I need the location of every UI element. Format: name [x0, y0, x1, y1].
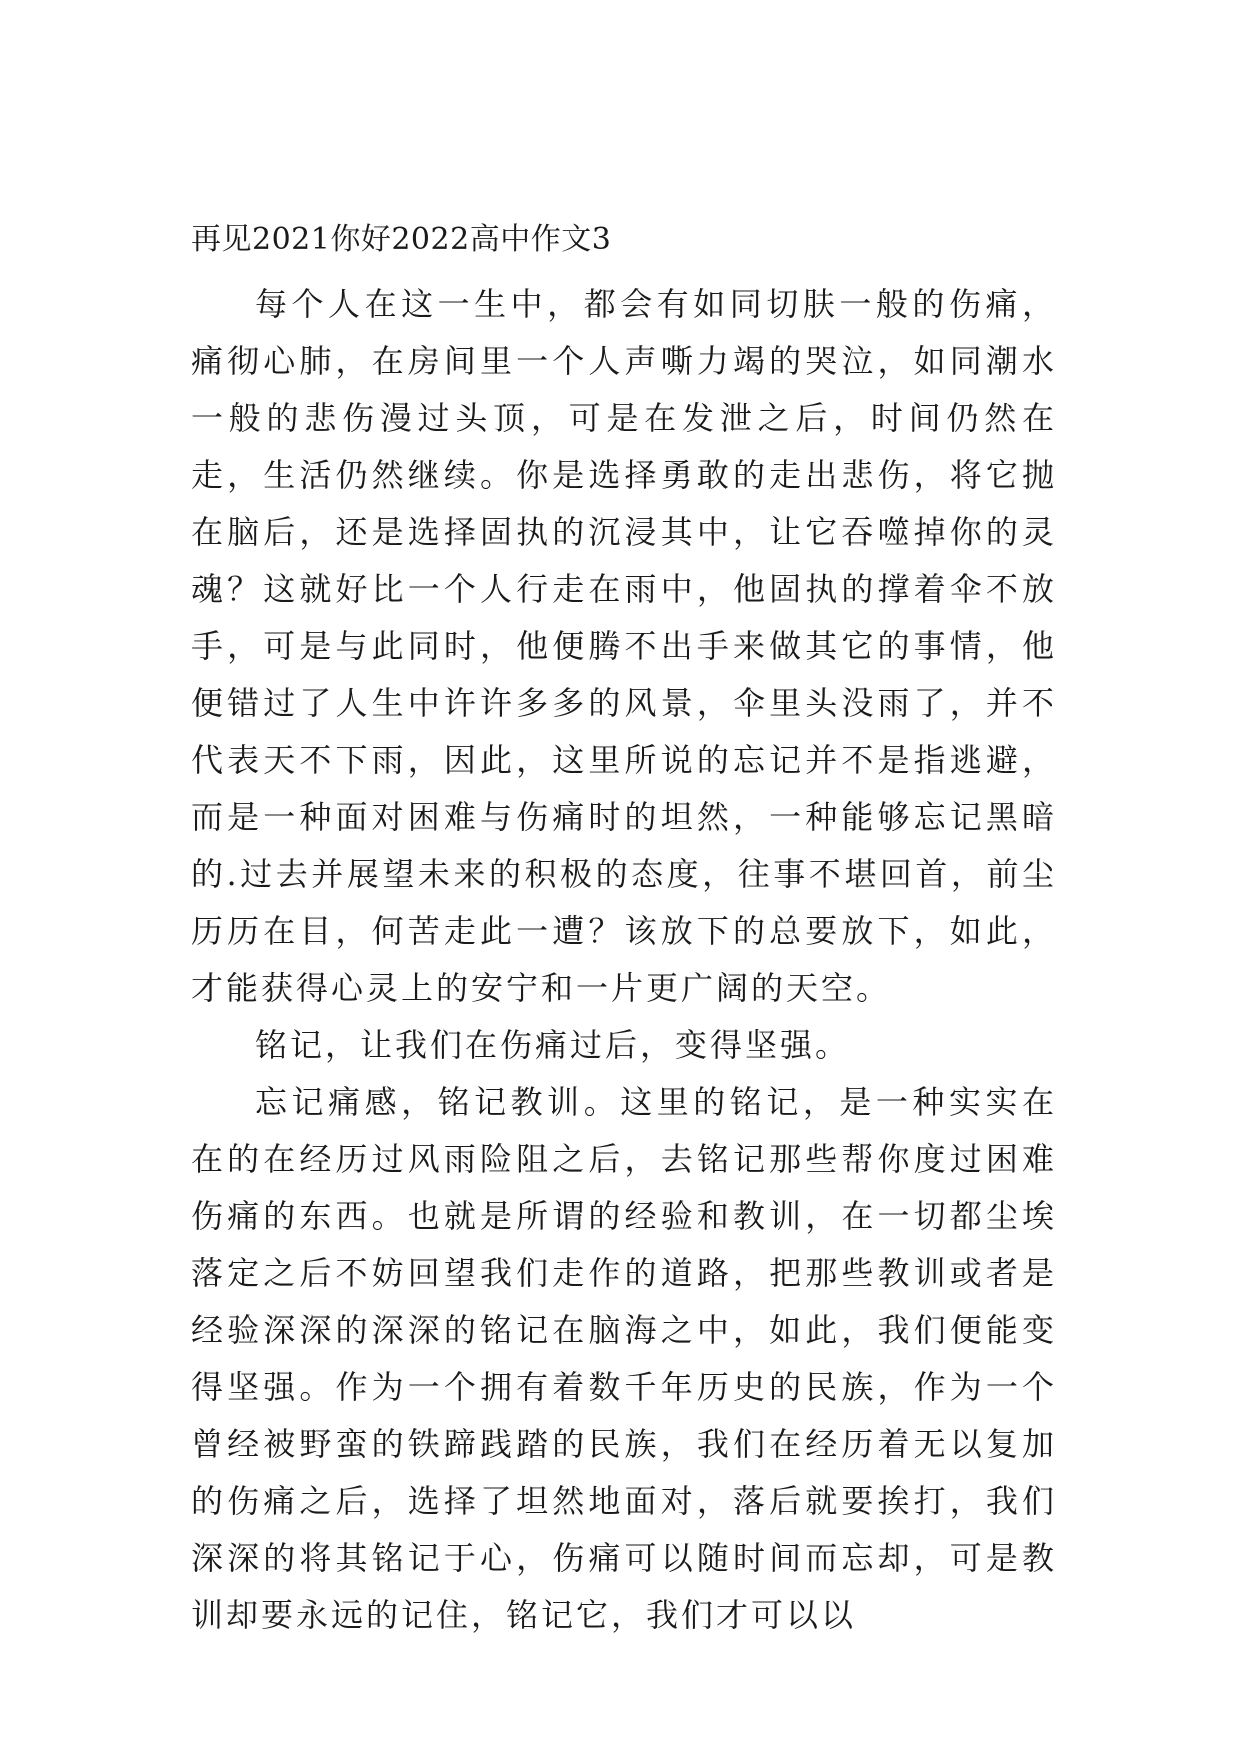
paragraph-forgetting: 每个人在这一生中，都会有如同切肤一般的伤痛，痛彻心肺，在房间里一个人声嘶力竭的哭泣，如同潮水一般的悲伤漫过头顶，可是在发泄之后，时间仍然在走，生活仍然继续。你是选择勇敢的走出悲伤，将它抛在脑后，还是选择固执的沉浸其中，让它吞噬掉你的灵魂？这就好比一个人行走在雨中，他固执的撑着伞不放手，可是与此同时，他便腾不出手来做其它的事情，他便错过了人生中许许多多的风景，伞里头没雨了，并不代表天不下雨，因此，这里所说的忘记并不是指逃避，而是一种面对困难与伤痛时的坦然，一种能够忘记黑暗的.过去并展望未来的积极的态度，往事不堪回首，前尘历历在目，何苦走此一遭？该放下的总要放下，如此，才能获得心灵上的安宁和一片更广阔的天空。: [191, 285, 1057, 1007]
paragraph-remember-intro: 铭记，让我们在伤痛过后，变得坚强。: [255, 1026, 851, 1064]
document-body: [191, 220, 1057, 1644]
essay-title: 再见2021你好2022高中作文3: [191, 222, 612, 257]
paragraph-remember-lessons: 忘记痛感，铭记教训。这里的铭记，是一种实实在在的在经历过风雨险阻之后，去铭记那些帮你度过困难伤痛的东西。也就是所谓的经验和教训，在一切都尘埃落定之后不妨回望我们走作的道路，把那些教训或者是经验深深的深深的铭记在脑海之中，如此，我们便能变得坚强。作为一个拥有着数千年历史的民族，作为一个曾经被野蛮的铁蹄践踏的民族，我们在经历着无以复加的伤痛之后，选择了坦然地面对，落后就要挨打，我们深深的将其铭记于心，伤痛可以随时间而忘却，可是教训却要永远的记住，铭记它，我们才可以以: [191, 1083, 1057, 1634]
